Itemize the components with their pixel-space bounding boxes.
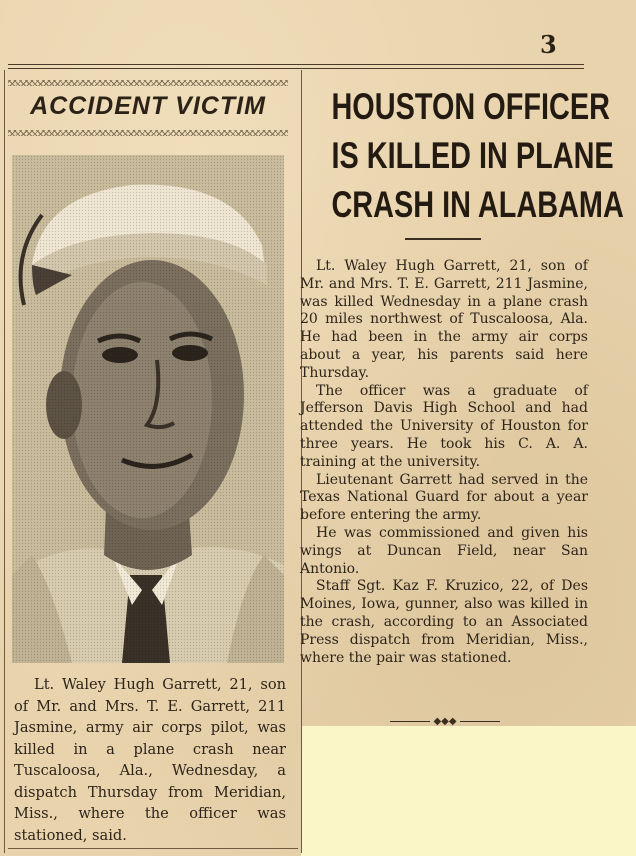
article-paragraph: He was commissioned and given his wings at Duncan Field, near San Antonio. <box>300 524 588 577</box>
article-paragraph: Lt. Waley Hugh Garrett, 21, son of Mr. and Mrs. T. E. Garrett, 211 Jasmine, was killed Wednesday in a plane crash 20 miles northwest of Tuscaloosa, Ala. He had been in the army air corps about a year, his parents said here Thursday. <box>300 258 588 381</box>
page-number: 3 <box>540 30 557 59</box>
photo-caption <box>14 674 286 846</box>
end-mark-diamonds: ◆◆◆ <box>433 716 457 727</box>
end-mark-bar-right <box>460 721 500 722</box>
article-body <box>300 258 588 667</box>
headline-line-1: HOUSTON OFFICER <box>331 86 610 127</box>
article-paragraph: Staff Sgt. Kaz F. Kruzico, 22, of Des Moines, Iowa, gunner, also was killed in the crash, according to an Associated Press dispatch from Meridian, Miss., where the pair was stationed. <box>300 578 588 666</box>
decorative-rule-bottom <box>8 130 288 136</box>
headline-line-3: CRASH IN ALABAMA <box>331 184 624 225</box>
headline-line-2: IS KILLED IN PLANE <box>331 135 614 176</box>
end-mark-bar-left <box>390 721 430 722</box>
caption-text: Lt. Waley Hugh Garrett, 21, son of Mr. and Mrs. T. E. Garrett, 211 Jasmine, army air corps pilot, was killed in a plane crash near Tuscaloosa, Ala., Wednesday, a dispatch Thursday from Meridian, Miss., where the officer was stationed, said. <box>14 676 286 844</box>
article-paragraph: The officer was a graduate of Jefferson Davis High School and had attended the University of Houston for three years. He took his C. A. A. training at the university. <box>300 382 588 470</box>
article-paragraph: Lieutenant Garrett had served in the Texas National Guard for about a year before entering the army. <box>300 471 588 524</box>
portrait-illustration <box>12 155 284 663</box>
portrait-photo <box>12 155 284 663</box>
blank-background <box>301 726 636 856</box>
article-headline <box>331 82 624 229</box>
photo-kicker: ACCIDENT VICTIM <box>30 92 266 120</box>
end-of-article-mark <box>370 716 520 726</box>
top-rule <box>8 64 584 69</box>
headline-divider <box>405 238 481 240</box>
bottom-rule <box>8 848 298 851</box>
decorative-rule-top <box>8 80 288 86</box>
